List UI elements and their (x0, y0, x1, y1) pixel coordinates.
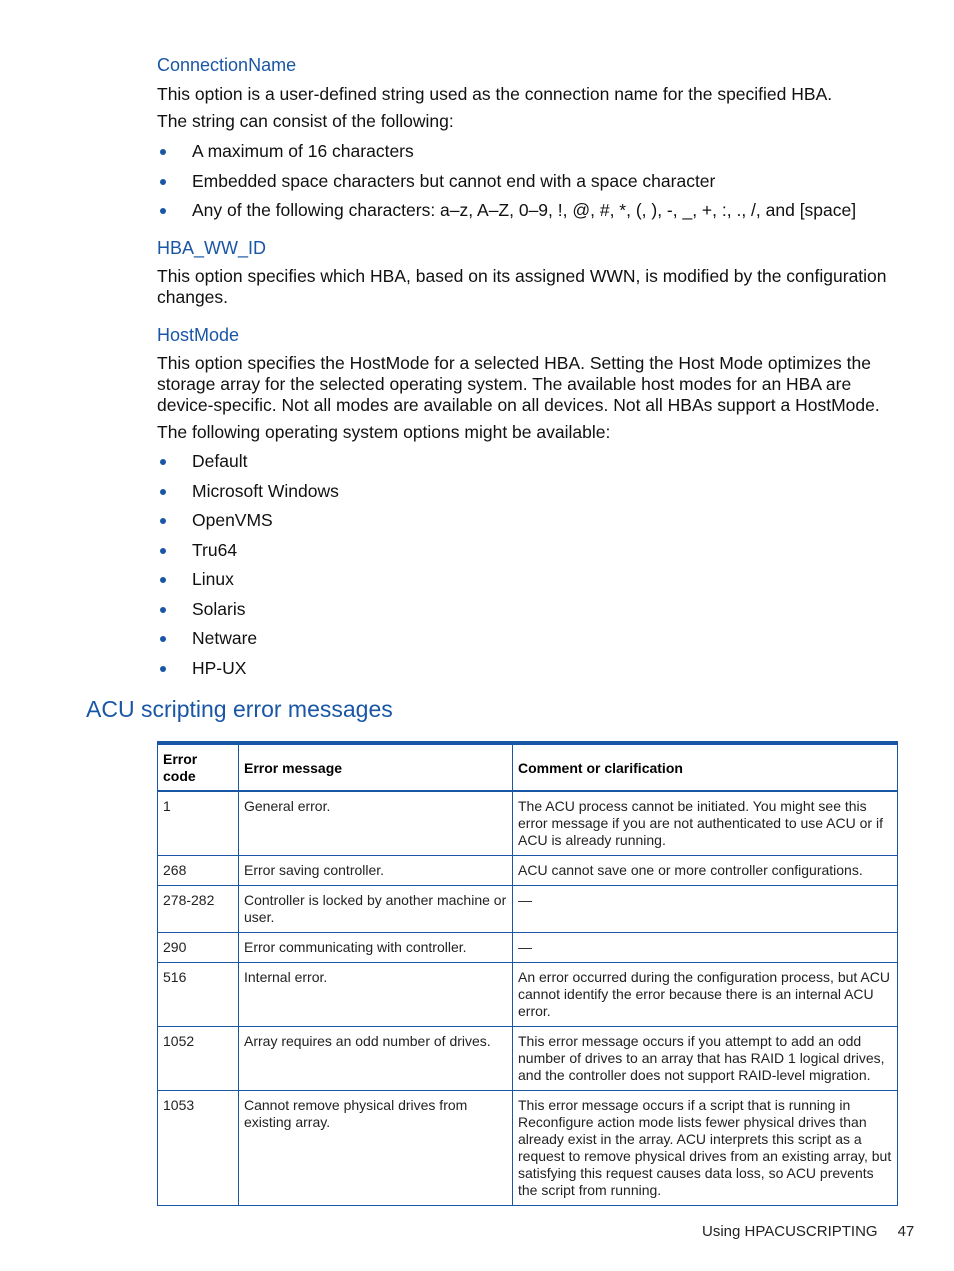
host-mode-desc: This option specifies the HostMode for a selected HBA. Setting the Host Mode optimizes the storage array for the selected operating system. The available host modes for an HBA are device-specific. Not all modes are available on all devices. Not all HBAs support a HostMode. (157, 353, 880, 415)
bullet-dot-icon (160, 636, 166, 642)
comment-cell: This error message occurs if a script that is running in Reconfigure action mode lists fewer physical drives than already exist in the array. ACU interprets this script as a request to remove physical drives from an existing array, but satisfying this request causes data loss, so ACU prevents the script from running. (513, 1091, 898, 1206)
footer-text: Using HPACUSCRIPTING (702, 1223, 878, 1240)
error-code-cell: 1 (158, 791, 239, 856)
list-item: Solaris (157, 599, 899, 620)
error-message-cell: Error communicating with controller. (239, 933, 513, 963)
bullet-dot-icon (160, 489, 166, 495)
heading-host-mode: HostMode (157, 325, 240, 345)
list-item: Tru64 (157, 540, 899, 561)
list-item: Default (157, 451, 899, 472)
bullet-dot-icon (160, 548, 166, 554)
error-code-cell: 1052 (158, 1027, 239, 1091)
table-row (158, 886, 898, 933)
list-item: OpenVMS (157, 510, 899, 531)
section-title-error-messages: ACU scripting error messages (86, 696, 393, 722)
comment-cell: ACU cannot save one or more controller configurations. (513, 856, 898, 886)
connection-name-list (157, 141, 899, 221)
page-footer (702, 1222, 914, 1242)
error-message-cell: General error. (239, 791, 513, 856)
error-message-cell: Array requires an odd number of drives. (239, 1027, 513, 1091)
error-message-cell: Controller is locked by another machine or user. (239, 886, 513, 933)
comment-cell: — (513, 933, 898, 963)
heading-connection-name: ConnectionName (157, 55, 297, 75)
bullet-dot-icon (160, 666, 166, 672)
bullet-dot-icon (160, 459, 166, 465)
connection-name-intro: The string can consist of the following: (157, 111, 454, 131)
error-message-cell: Cannot remove physical drives from existing array. (239, 1091, 513, 1206)
error-code-cell: 516 (158, 963, 239, 1027)
table-row (158, 1091, 898, 1206)
heading-hba-ww-id: HBA_WW_ID (157, 238, 267, 258)
table-header-row (158, 743, 898, 791)
error-code-cell: 290 (158, 933, 239, 963)
bullet-dot-icon (160, 577, 166, 583)
bullet-dot-icon (160, 518, 166, 524)
comment-cell: The ACU process cannot be initiated. You might see this error message if you are not authenticated to use ACU or if ACU is already running. (513, 791, 898, 856)
column-header-error-code: Error code (158, 743, 239, 791)
table-row (158, 963, 898, 1027)
host-mode-list (157, 451, 899, 679)
list-item: Embedded space characters but cannot end with a space character (157, 171, 899, 192)
list-item: Linux (157, 569, 899, 590)
error-code-cell: 268 (158, 856, 239, 886)
bullet-dot-icon (160, 208, 166, 214)
table-row (158, 933, 898, 963)
bullet-dot-icon (160, 179, 166, 185)
bullet-dot-icon (160, 607, 166, 613)
bullet-dot-icon (160, 149, 166, 155)
table-row (158, 856, 898, 886)
error-code-cell: 1053 (158, 1091, 239, 1206)
list-item: A maximum of 16 characters (157, 141, 899, 162)
comment-cell: This error message occurs if you attempt to add an odd number of drives to an array that has RAID 1 logical drives, and the controller does not support RAID-level migration. (513, 1027, 898, 1091)
list-item: Any of the following characters: a–z, A–Z, 0–9, !, @, #, *, (, ), -, _, +, :, ., /, and [space] (157, 200, 899, 221)
list-item: HP-UX (157, 658, 899, 679)
list-item: Microsoft Windows (157, 481, 899, 502)
column-header-error-message: Error message (239, 743, 513, 791)
comment-cell: — (513, 886, 898, 933)
connection-name-desc: This option is a user-defined string used as the connection name for the specified HBA. (157, 84, 833, 104)
list-item: Netware (157, 628, 899, 649)
table-row (158, 791, 898, 856)
error-code-cell: 278-282 (158, 886, 239, 933)
error-message-cell: Internal error. (239, 963, 513, 1027)
host-mode-intro: The following operating system options might be available: (157, 422, 611, 442)
page-number: 47 (897, 1223, 915, 1240)
table-row (158, 1027, 898, 1091)
hba-ww-id-desc: This option specifies which HBA, based on its assigned WWN, is modified by the configuration changes. (157, 266, 887, 307)
error-message-cell: Error saving controller. (239, 856, 513, 886)
column-header-comment: Comment or clarification (513, 743, 898, 791)
comment-cell: An error occurred during the configuration process, but ACU cannot identify the error because there is an internal ACU error. (513, 963, 898, 1027)
error-messages-table (157, 741, 898, 1206)
